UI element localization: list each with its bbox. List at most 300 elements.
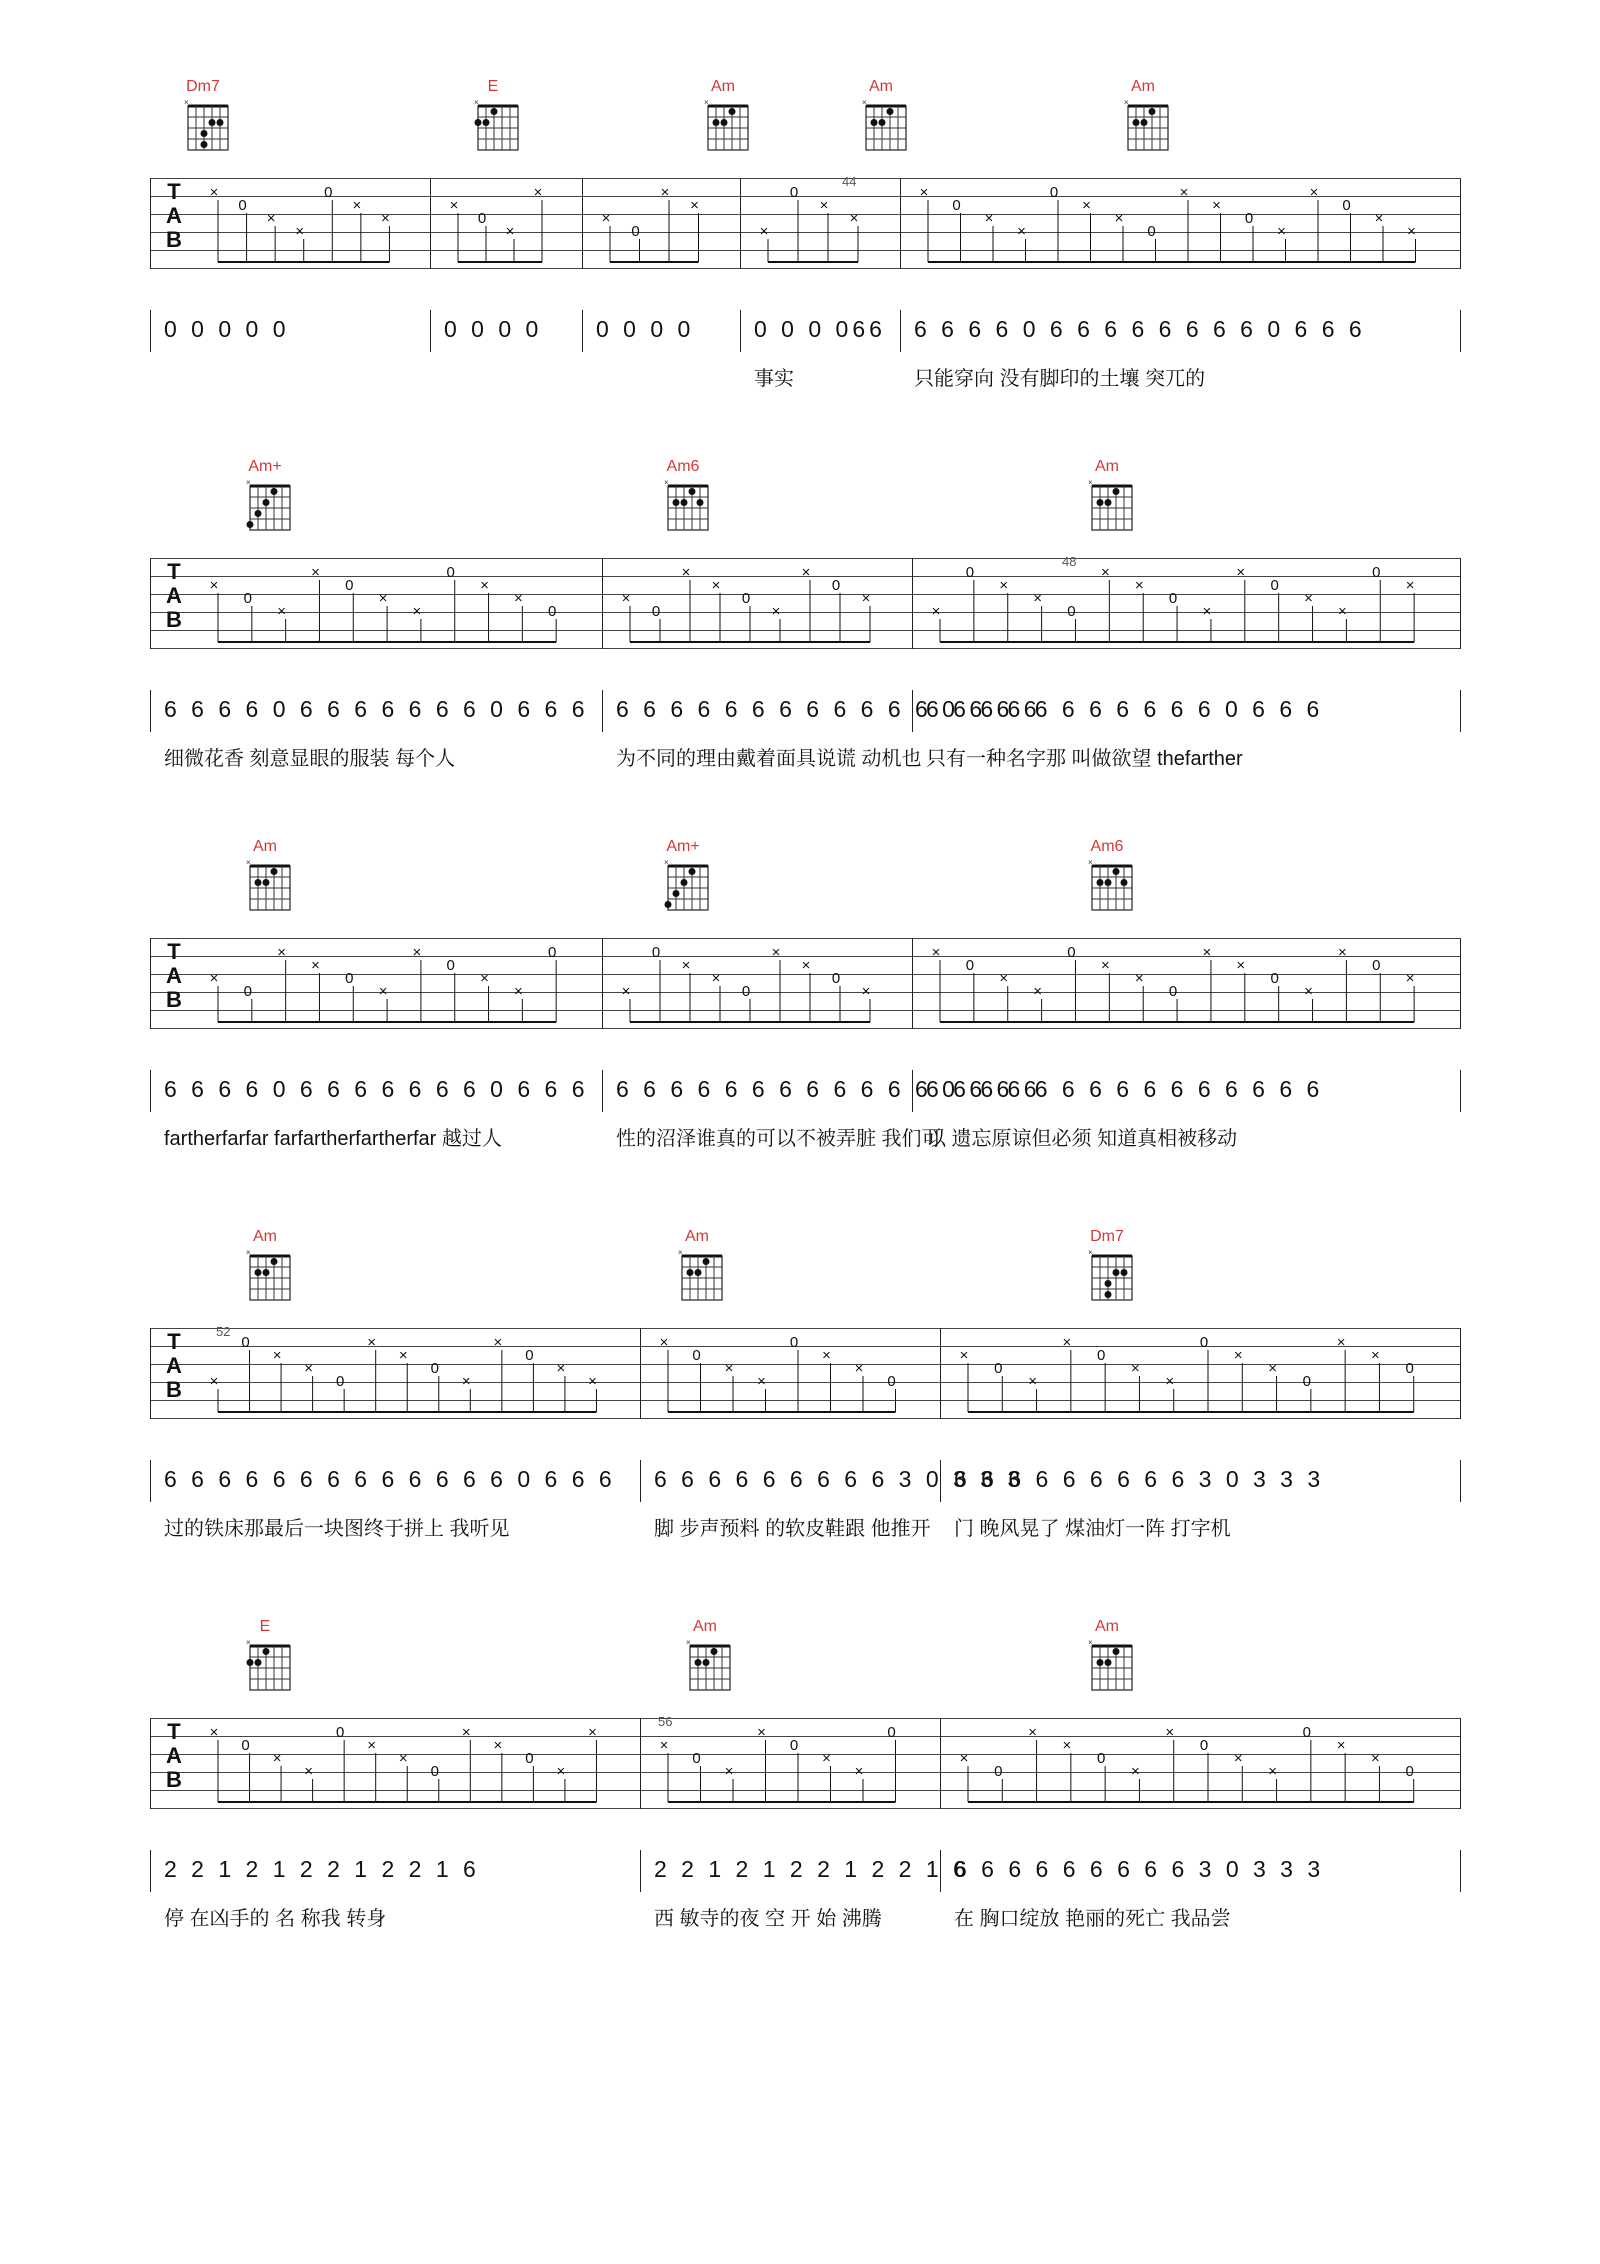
score-system bbox=[150, 840, 1460, 1230]
score-system bbox=[150, 80, 1460, 470]
finger-dot bbox=[673, 890, 680, 897]
finger-dot bbox=[1105, 1291, 1112, 1298]
lyric-line: 性的沼泽谁真的可以不被弄脏 我们可 bbox=[616, 1128, 942, 1150]
lyric-line: 细微花香 刻意显眼的服装 每个人 bbox=[164, 748, 456, 770]
finger-dot bbox=[721, 119, 728, 126]
tab-note: 0 bbox=[324, 184, 333, 201]
tab-note: 0 bbox=[1067, 944, 1076, 961]
tab-note: × bbox=[1405, 970, 1415, 987]
chord-grid bbox=[246, 1638, 294, 1692]
chord-grid bbox=[664, 478, 712, 532]
jianpu-measure: 6 6 6 6 0 6 6 6 6 6 6 6 0 6 6 6 bbox=[164, 696, 589, 722]
tab-note: × bbox=[311, 957, 320, 974]
tab-note: × bbox=[209, 577, 219, 594]
chord-name: Am bbox=[1131, 78, 1155, 95]
tab-note: 0 bbox=[1302, 1724, 1312, 1741]
tab-note: × bbox=[621, 590, 631, 607]
jianpu-measure: 0 0 0 066 bbox=[754, 316, 886, 342]
tab-note: × bbox=[1309, 184, 1319, 201]
finger-dot bbox=[475, 119, 482, 126]
finger-dot bbox=[271, 868, 278, 875]
finger-dot bbox=[729, 108, 736, 115]
chord-grid bbox=[1124, 98, 1172, 152]
finger-dot bbox=[263, 1648, 270, 1655]
tab-note: × bbox=[412, 603, 422, 620]
score-system bbox=[150, 460, 1460, 850]
tab-note: × bbox=[1202, 603, 1212, 620]
tab-note: × bbox=[513, 590, 523, 607]
mute-mark: × bbox=[246, 1248, 251, 1257]
tab-note: × bbox=[1062, 1737, 1072, 1754]
jianpu-barline bbox=[900, 310, 901, 352]
chord-name: Am+ bbox=[666, 838, 700, 855]
tab-note: 0 bbox=[241, 1334, 250, 1351]
tab-note: × bbox=[295, 223, 305, 240]
chord-grid-icon bbox=[184, 98, 232, 152]
jianpu-barline bbox=[150, 690, 151, 732]
tab-notation bbox=[150, 938, 1460, 1078]
jianpu-measure: 0 0 0 0 bbox=[444, 316, 543, 342]
score-system bbox=[150, 1230, 1460, 1620]
mute-mark: × bbox=[246, 478, 251, 487]
chord-grid bbox=[246, 478, 294, 532]
tab-note: 0 bbox=[1168, 590, 1178, 607]
tab-note: × bbox=[999, 970, 1009, 987]
tab-note: × bbox=[311, 564, 320, 581]
tab-note: × bbox=[759, 223, 769, 240]
chord-diagram bbox=[1082, 1230, 1142, 1310]
chord-grid bbox=[862, 98, 910, 152]
jianpu-barline bbox=[740, 310, 741, 352]
tab-note: × bbox=[861, 983, 871, 1000]
chord-grid bbox=[184, 98, 232, 152]
chord-name: Am6 bbox=[1090, 838, 1124, 855]
tab-note: 0 bbox=[446, 957, 455, 974]
chord-grid-icon bbox=[246, 858, 294, 912]
tab-note: 0 bbox=[741, 590, 751, 607]
finger-dot bbox=[201, 141, 208, 148]
tab-note: 0 bbox=[789, 1334, 799, 1351]
finger-dot bbox=[681, 499, 688, 506]
tab-staff bbox=[150, 554, 1460, 668]
jianpu-barline bbox=[150, 1460, 151, 1502]
tab-note: × bbox=[1405, 577, 1415, 594]
tab-note: 0 bbox=[1405, 1763, 1414, 1780]
tab-clef-letter: T bbox=[167, 1329, 181, 1354]
mute-mark: × bbox=[1088, 478, 1093, 487]
mute-mark: × bbox=[1088, 1248, 1093, 1257]
tab-note: × bbox=[1017, 223, 1026, 240]
tab-note: 0 bbox=[1147, 223, 1156, 240]
chord-diagram bbox=[1082, 840, 1142, 920]
tab-note: × bbox=[621, 983, 631, 1000]
tab-note: × bbox=[659, 1334, 669, 1351]
tab-note: 0 bbox=[789, 1737, 799, 1754]
tab-note: 0 bbox=[1199, 1334, 1209, 1351]
chord-diagram bbox=[240, 840, 300, 920]
tab-note: × bbox=[1134, 577, 1144, 594]
tab-note: 0 bbox=[1270, 970, 1279, 987]
barline bbox=[1460, 558, 1461, 649]
tab-note: × bbox=[1134, 970, 1144, 987]
tab-note: 0 bbox=[238, 197, 247, 214]
finger-dot bbox=[1121, 879, 1128, 886]
jianpu-measure: 6 6 6 6 6 6 6 6 6 3 0 3 3 3 bbox=[954, 1856, 1325, 1882]
tab-note: × bbox=[711, 970, 721, 987]
chord-grid-icon bbox=[1124, 98, 1172, 152]
chord-diagram bbox=[240, 460, 300, 540]
finger-dot bbox=[1097, 879, 1104, 886]
finger-dot bbox=[1113, 1648, 1120, 1655]
tab-note: 0 bbox=[477, 210, 487, 227]
tab-note: × bbox=[1212, 197, 1221, 214]
mute-mark: × bbox=[246, 858, 251, 867]
jianpu-barline bbox=[582, 310, 583, 352]
tab-note: × bbox=[1268, 1360, 1277, 1377]
chord-grid-icon bbox=[704, 98, 752, 152]
finger-dot bbox=[217, 119, 224, 126]
tab-note: × bbox=[493, 1737, 503, 1754]
jianpu-barline bbox=[640, 1460, 641, 1502]
tab-note: × bbox=[398, 1750, 408, 1767]
chord-name: Am bbox=[869, 78, 893, 95]
tab-note: × bbox=[771, 944, 781, 961]
lyric-line: 为不同的理由戴着面具说谎 动机也 bbox=[616, 748, 922, 770]
lyric-line: 在 胸口绽放 艳丽的死亡 我品尝 bbox=[954, 1908, 1231, 1930]
jianpu-barline bbox=[602, 690, 603, 732]
chord-grid bbox=[1088, 858, 1136, 912]
tab-note: × bbox=[801, 564, 811, 581]
chord-diagram bbox=[658, 840, 718, 920]
finger-dot bbox=[491, 108, 498, 115]
chord-grid bbox=[704, 98, 752, 152]
tab-note: 0 bbox=[1049, 184, 1059, 201]
finger-dot bbox=[695, 1269, 702, 1276]
jianpu-measure: 6 6 6 6 6 6 6 6 6 3 0 3 3 3 bbox=[954, 1466, 1325, 1492]
tab-note: × bbox=[1114, 210, 1124, 227]
finger-dot bbox=[1113, 1269, 1120, 1276]
tab-note: 0 bbox=[548, 603, 557, 620]
tab-note: × bbox=[601, 210, 611, 227]
tab-note: × bbox=[861, 590, 871, 607]
tab-note: 0 bbox=[692, 1750, 701, 1767]
chord-grid-icon bbox=[664, 858, 712, 912]
chord-diagram bbox=[240, 1230, 300, 1310]
finger-dot bbox=[1105, 499, 1112, 506]
lyric-line: fartherfarfar farfartherfartherfar 越过人 bbox=[164, 1128, 502, 1150]
chord-grid-icon bbox=[862, 98, 910, 152]
finger-dot bbox=[255, 879, 262, 886]
chord-diagram bbox=[658, 460, 718, 540]
tab-note: × bbox=[984, 210, 994, 227]
finger-dot bbox=[209, 119, 216, 126]
finger-dot bbox=[263, 879, 270, 886]
tab-note: × bbox=[367, 1737, 377, 1754]
mute-mark: × bbox=[704, 98, 709, 107]
mute-mark: × bbox=[1088, 858, 1093, 867]
tab-note: × bbox=[1028, 1724, 1037, 1741]
tab-note: 0 bbox=[887, 1373, 896, 1390]
tab-note: 0 bbox=[1096, 1347, 1106, 1364]
tab-note: 0 bbox=[1067, 603, 1076, 620]
tab-note: 0 bbox=[430, 1360, 439, 1377]
finger-dot bbox=[887, 108, 894, 115]
finger-dot bbox=[1113, 868, 1120, 875]
barline bbox=[1460, 1328, 1461, 1419]
tab-note: × bbox=[381, 210, 390, 227]
lyric-line: 门 晚风晃了 煤油灯一阵 打字机 bbox=[954, 1518, 1231, 1540]
chord-name: Dm7 bbox=[1090, 1228, 1124, 1245]
jianpu-measure: 6 6 6 6 6 6 6 6 6 6 6 6 0 6 6 6 bbox=[616, 1076, 1041, 1102]
tab-note: × bbox=[1131, 1763, 1140, 1780]
tab-note: 0 bbox=[1199, 1737, 1209, 1754]
tab-note: × bbox=[378, 983, 388, 1000]
tab-note: 0 bbox=[345, 970, 354, 987]
tab-notation bbox=[150, 1718, 1460, 1858]
tab-note: 0 bbox=[831, 577, 841, 594]
tab-note: 0 bbox=[651, 944, 661, 961]
jianpu-measure: 6 6 6 6 6 6 6 6 6 6 6 6 6 6 6 bbox=[926, 1076, 1324, 1102]
tab-clef-letter: B bbox=[166, 607, 182, 632]
tab-note: × bbox=[398, 1347, 408, 1364]
tab-note: × bbox=[493, 1334, 503, 1351]
tab-note: 0 bbox=[952, 197, 961, 214]
tab-note: 0 bbox=[789, 184, 799, 201]
tab-notation bbox=[150, 178, 1460, 318]
chord-grid-icon bbox=[1088, 478, 1136, 532]
finger-dot bbox=[697, 499, 704, 506]
finger-dot bbox=[1141, 119, 1148, 126]
tab-clef-letter: A bbox=[166, 963, 182, 988]
finger-dot bbox=[1113, 488, 1120, 495]
tab-note: 0 bbox=[651, 603, 661, 620]
tab-note: × bbox=[931, 603, 941, 620]
mute-mark: × bbox=[1124, 98, 1129, 107]
tab-note: × bbox=[819, 197, 829, 214]
tab-note: × bbox=[660, 184, 670, 201]
chord-grid-icon bbox=[1088, 858, 1136, 912]
tab-note: × bbox=[272, 1750, 282, 1767]
tab-note: × bbox=[724, 1360, 734, 1377]
finger-dot bbox=[255, 510, 262, 517]
jianpu-measure: 0 0 0 0 0 bbox=[164, 316, 290, 342]
chord-grid-icon bbox=[474, 98, 522, 152]
finger-dot bbox=[1097, 499, 1104, 506]
tab-note: × bbox=[1100, 957, 1110, 974]
tab-note: 0 bbox=[1405, 1360, 1414, 1377]
tab-note: × bbox=[1131, 1360, 1140, 1377]
tab-note: × bbox=[1165, 1724, 1175, 1741]
tab-notation bbox=[150, 1328, 1460, 1468]
finger-dot bbox=[271, 1258, 278, 1265]
chord-grid bbox=[1088, 1638, 1136, 1692]
mute-mark: × bbox=[664, 478, 669, 487]
finger-dot bbox=[713, 119, 720, 126]
tab-note: × bbox=[849, 210, 859, 227]
mute-mark: × bbox=[664, 858, 669, 867]
chord-grid-icon bbox=[246, 478, 294, 532]
finger-dot bbox=[1133, 119, 1140, 126]
tab-note: × bbox=[533, 184, 543, 201]
tab-note: × bbox=[999, 577, 1009, 594]
tab-note: 0 bbox=[335, 1724, 345, 1741]
jianpu-barline bbox=[1460, 1460, 1461, 1502]
tab-note: 0 bbox=[1168, 983, 1178, 1000]
chord-grid bbox=[1088, 478, 1136, 532]
measure-number: 44 bbox=[842, 174, 857, 189]
jianpu-measure: 6 6 6 6 6 6 6 6 6 6 6 6 6 0 6 6 6 bbox=[164, 1466, 616, 1492]
tab-note: × bbox=[757, 1724, 766, 1741]
tab-clef-letter: A bbox=[166, 583, 182, 608]
tab-note: 0 bbox=[994, 1763, 1003, 1780]
chord-name: Am bbox=[685, 1228, 709, 1245]
tab-note: × bbox=[1371, 1347, 1380, 1364]
tab-note: × bbox=[1100, 564, 1110, 581]
chord-name: Dm7 bbox=[186, 78, 220, 95]
tab-note: × bbox=[556, 1763, 566, 1780]
finger-dot bbox=[1121, 1269, 1128, 1276]
chord-diagram bbox=[178, 80, 238, 160]
finger-dot bbox=[255, 1659, 262, 1666]
jianpu-barline bbox=[430, 310, 431, 352]
tab-notation bbox=[150, 558, 1460, 698]
tab-note: 0 bbox=[1302, 1373, 1312, 1390]
jianpu-measure: 6 6 6 6 6 6 6 6 6 6 6 0 6 6 6 bbox=[926, 696, 1324, 722]
finger-dot bbox=[879, 119, 886, 126]
chord-name: Am bbox=[1095, 458, 1119, 475]
tab-note: × bbox=[919, 184, 929, 201]
tab-note: × bbox=[1338, 603, 1347, 620]
tab-note: × bbox=[959, 1347, 969, 1364]
chord-grid bbox=[678, 1248, 726, 1302]
tab-note: × bbox=[1165, 1373, 1175, 1390]
lyric-line: 以 遗忘原谅但必须 知道真相被移动 bbox=[926, 1128, 1238, 1150]
tab-note: 0 bbox=[831, 970, 841, 987]
finger-dot bbox=[703, 1258, 710, 1265]
mute-mark: × bbox=[246, 1638, 251, 1647]
tab-note: × bbox=[272, 1347, 282, 1364]
tab-clef-letter: T bbox=[167, 179, 181, 204]
tab-note: × bbox=[1304, 590, 1313, 607]
tab-note: 0 bbox=[887, 1724, 896, 1741]
tab-note: 0 bbox=[741, 983, 751, 1000]
tab-note: × bbox=[1233, 1347, 1243, 1364]
mute-mark: × bbox=[686, 1638, 691, 1647]
barline bbox=[1460, 938, 1461, 1029]
finger-dot bbox=[665, 901, 672, 908]
finger-dot bbox=[1105, 1659, 1112, 1666]
chord-diagram bbox=[1118, 80, 1178, 160]
tab-note: × bbox=[1277, 223, 1286, 240]
chord-name: Am bbox=[253, 1228, 277, 1245]
mute-mark: × bbox=[862, 98, 867, 107]
tab-clef-letter: T bbox=[167, 1719, 181, 1744]
tab-note: × bbox=[801, 957, 811, 974]
tab-note: 0 bbox=[1270, 577, 1279, 594]
tab-staff bbox=[150, 174, 1460, 288]
tab-note: 0 bbox=[430, 1763, 439, 1780]
chord-grid-icon bbox=[1088, 1638, 1136, 1692]
tab-clef-letter: A bbox=[166, 203, 182, 228]
chord-diagram bbox=[1082, 460, 1142, 540]
tab-note: × bbox=[1304, 983, 1313, 1000]
jianpu-measure: 2 2 1 2 1 2 2 1 2 2 1 6 bbox=[164, 1856, 480, 1882]
tab-note: × bbox=[209, 184, 219, 201]
chord-diagram bbox=[856, 80, 916, 160]
lyric-line: 只有一种名字那 叫做欲望 thefarther bbox=[926, 748, 1243, 770]
tab-note: 0 bbox=[965, 957, 975, 974]
finger-dot bbox=[1149, 108, 1156, 115]
tab-note: × bbox=[277, 944, 287, 961]
finger-dot bbox=[263, 1269, 270, 1276]
chord-name: Am6 bbox=[666, 458, 700, 475]
tab-note: × bbox=[854, 1763, 864, 1780]
tab-note: × bbox=[556, 1360, 566, 1377]
tab-note: 0 bbox=[241, 1737, 250, 1754]
tab-note: × bbox=[513, 983, 523, 1000]
chord-grid-icon bbox=[664, 478, 712, 532]
jianpu-barline bbox=[640, 1850, 641, 1892]
tab-note: 0 bbox=[446, 564, 455, 581]
tab-note: × bbox=[854, 1360, 864, 1377]
tab-note: 0 bbox=[1244, 210, 1254, 227]
tab-note: × bbox=[209, 1373, 219, 1390]
finger-dot bbox=[673, 499, 680, 506]
tab-note: × bbox=[1268, 1763, 1277, 1780]
lyric-line: 西 敏寺的夜 空 开 始 沸腾 bbox=[654, 1908, 882, 1930]
tab-note: × bbox=[367, 1334, 377, 1351]
tab-note: × bbox=[378, 590, 388, 607]
tab-note: 0 bbox=[1372, 957, 1381, 974]
tab-note: × bbox=[1236, 564, 1246, 581]
tab-note: × bbox=[1338, 944, 1347, 961]
tab-clef-letter: B bbox=[166, 227, 182, 252]
finger-dot bbox=[687, 1269, 694, 1276]
tab-staff bbox=[150, 1324, 1460, 1438]
chord-diagram bbox=[672, 1230, 732, 1310]
tab-note: × bbox=[480, 970, 489, 987]
tab-clef-letter: T bbox=[167, 559, 181, 584]
tab-note: × bbox=[711, 577, 721, 594]
finger-dot bbox=[689, 488, 696, 495]
jianpu-barline bbox=[150, 1070, 151, 1112]
barline bbox=[1460, 1718, 1461, 1809]
tab-note: × bbox=[822, 1750, 831, 1767]
tab-note: × bbox=[1062, 1334, 1072, 1351]
tab-note: × bbox=[771, 603, 781, 620]
tab-note: × bbox=[1336, 1334, 1346, 1351]
tab-note: × bbox=[1082, 197, 1091, 214]
tab-note: 0 bbox=[1096, 1750, 1106, 1767]
tab-note: × bbox=[1336, 1737, 1346, 1754]
finger-dot bbox=[703, 1659, 710, 1666]
chord-grid bbox=[474, 98, 522, 152]
tab-note: 0 bbox=[965, 564, 975, 581]
tab-note: × bbox=[588, 1724, 597, 1741]
tab-note: × bbox=[461, 1724, 471, 1741]
tab-note: × bbox=[449, 197, 459, 214]
tab-note: × bbox=[1374, 210, 1384, 227]
chord-diagram bbox=[698, 80, 758, 160]
tab-note: × bbox=[659, 1737, 669, 1754]
tab-note: × bbox=[690, 197, 699, 214]
chord-diagram bbox=[240, 1620, 300, 1700]
tab-note: × bbox=[681, 957, 691, 974]
jianpu-measure: 6 6 6 6 6 6 6 6 6 6 6 6 0 6 6 6 bbox=[616, 696, 1041, 722]
tab-note: × bbox=[1233, 1750, 1243, 1767]
tab-note: 0 bbox=[631, 223, 640, 240]
chord-grid bbox=[246, 858, 294, 912]
